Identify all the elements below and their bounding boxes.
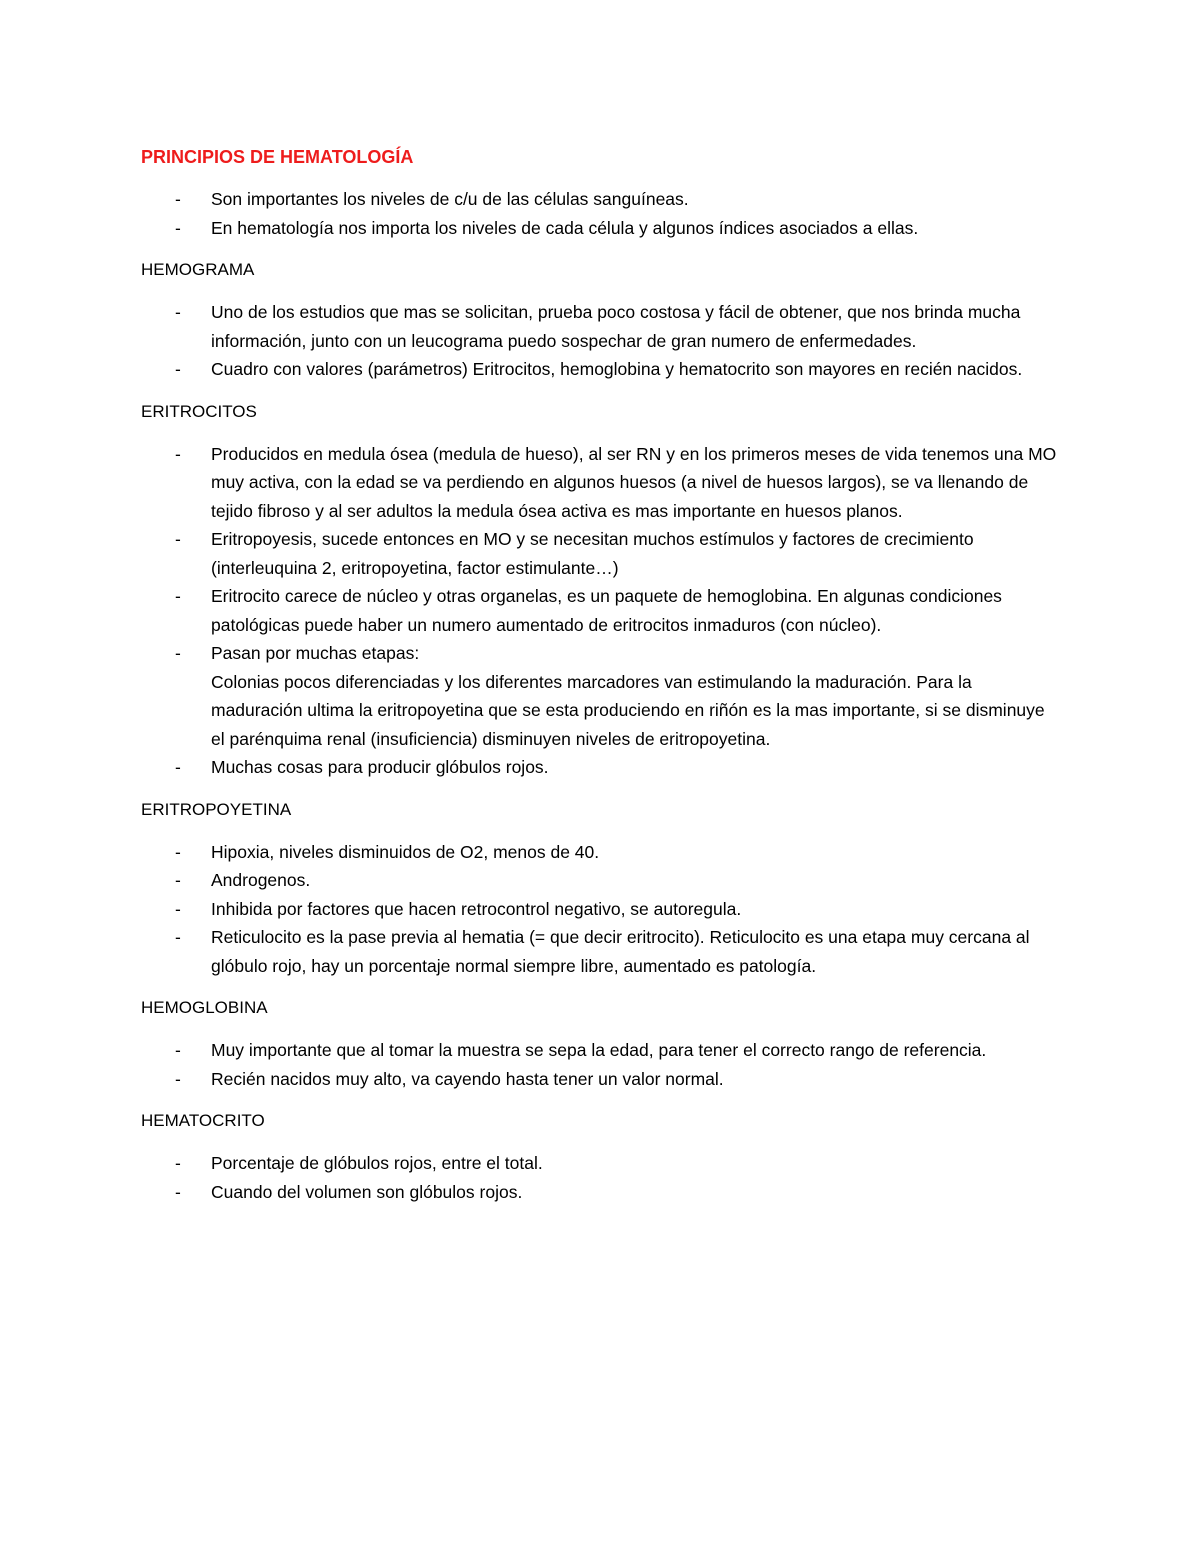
eritrocitos-list [141,440,1061,782]
list-item: - En hematología nos importa los niveles de cada célula y algunos índices asociados a ellas. [141,214,1061,243]
dash-bullet: - [175,841,181,862]
dash-bullet: - [175,359,181,379]
list-item: - Pasan por muchas etapas: Colonias pocos diferenciadas y los diferentes marcadores van estimulando la maduración. Para la maduración ultima la eritropoyetina que se esta produciendo en riñón es la mas importante, si se disminuye el parénquima renal (insuficiencia) disminuyen niveles de eritropoyetina. [141,639,1061,753]
dash-bullet: - [175,1181,181,1202]
document-content [141,143,1061,1206]
stages-detail: Colonias pocos diferenciadas y los diferentes marcadores van estimulando la maduración. Para la maduración ultima la eritropoyetina que se esta produciendo en riñón es la mas importante, si se disminuye el parénquima renal (insuficiencia) disminuyen niveles de eritropoyetina. [211,671,1045,749]
section-heading-hematocrito: HEMATOCRITO [141,1111,265,1130]
intro-list [141,185,1061,242]
list-item: - Producidos en medula ósea (medula de hueso), al ser RN y en los primeros meses de vida tenemos una MO muy activa, con la edad se va perdiendo en algunos huesos (a nivel de huesos largos), se va llenando de tejido fibroso y al ser adultos la medula ósea activa es mas importante en huesos planos. [141,440,1061,526]
list-item: - Androgenos. [141,866,1061,895]
document-title: PRINCIPIOS DE HEMATOLOGÍA [141,147,414,167]
dash-bullet: - [175,302,181,322]
section-heading-hemograma: HEMOGRAMA [141,260,255,279]
dash-bullet: - [175,898,181,919]
list-item: - Recién nacidos muy alto, va cayendo hasta tener un valor normal. [141,1065,1061,1094]
dash-bullet: - [175,1068,181,1089]
dash-bullet: - [175,757,181,777]
hemograma-list [141,298,1061,384]
dash-bullet: - [175,643,181,663]
dash-bullet: - [175,870,181,890]
dash-bullet: - [175,1153,181,1173]
dash-bullet: - [175,1040,181,1060]
list-item: - Eritrocito carece de núcleo y otras organelas, es un paquete de hemoglobina. En algunas condiciones patológicas puede haber un numero aumentado de eritrocitos inmaduros (con núcleo). [141,582,1061,639]
dash-bullet: - [175,586,181,606]
list-item: - Inhibida por factores que hacen retrocontrol negativo, se autoregula. [141,895,1061,924]
hematocrito-list [141,1149,1061,1206]
dash-bullet: - [175,217,181,238]
list-item: - Muy importante que al tomar la muestra se sepa la edad, para tener el correcto rango de referencia. [141,1036,1061,1065]
dash-bullet: - [175,529,181,549]
list-item: - Eritropoyesis, sucede entonces en MO y se necesitan muchos estímulos y factores de crecimiento (interleuquina 2, eritropoyetina, factor estimulante…) [141,525,1061,582]
list-item: - Son importantes los niveles de c/u de las células sanguíneas. [141,185,1061,214]
list-item: - Cuadro con valores (parámetros) Eritrocitos, hemoglobina y hematocrito son mayores en recién nacidos. [141,355,1061,384]
list-item: - Reticulocito es la pase previa al hematia (= que decir eritrocito). Reticulocito es una etapa muy cercana al glóbulo rojo, hay un porcentaje normal siempre libre, aumentado es patología. [141,923,1061,980]
list-item: - Porcentaje de glóbulos rojos, entre el total. [141,1149,1061,1178]
section-heading-hemoglobina: HEMOGLOBINA [141,998,268,1017]
dash-bullet: - [175,927,181,947]
dash-bullet: - [175,189,181,209]
hemoglobina-list [141,1036,1061,1093]
list-item: - Uno de los estudios que mas se solicitan, prueba poco costosa y fácil de obtener, que nos brinda mucha información, junto con un leucograma puedo sospechar de gran numero de enfermedades. [141,298,1061,355]
list-item: - Hipoxia, niveles disminuidos de O2, menos de 40. [141,838,1061,867]
section-heading-eritropoyetina: ERITROPOYETINA [141,799,292,819]
list-item: - Cuando del volumen son glóbulos rojos. [141,1178,1061,1207]
list-item: - Muchas cosas para producir glóbulos rojos. [141,753,1061,782]
eritropoyetina-list [141,838,1061,981]
dash-bullet: - [175,443,181,464]
section-heading-eritrocitos: ERITROCITOS [141,401,257,421]
